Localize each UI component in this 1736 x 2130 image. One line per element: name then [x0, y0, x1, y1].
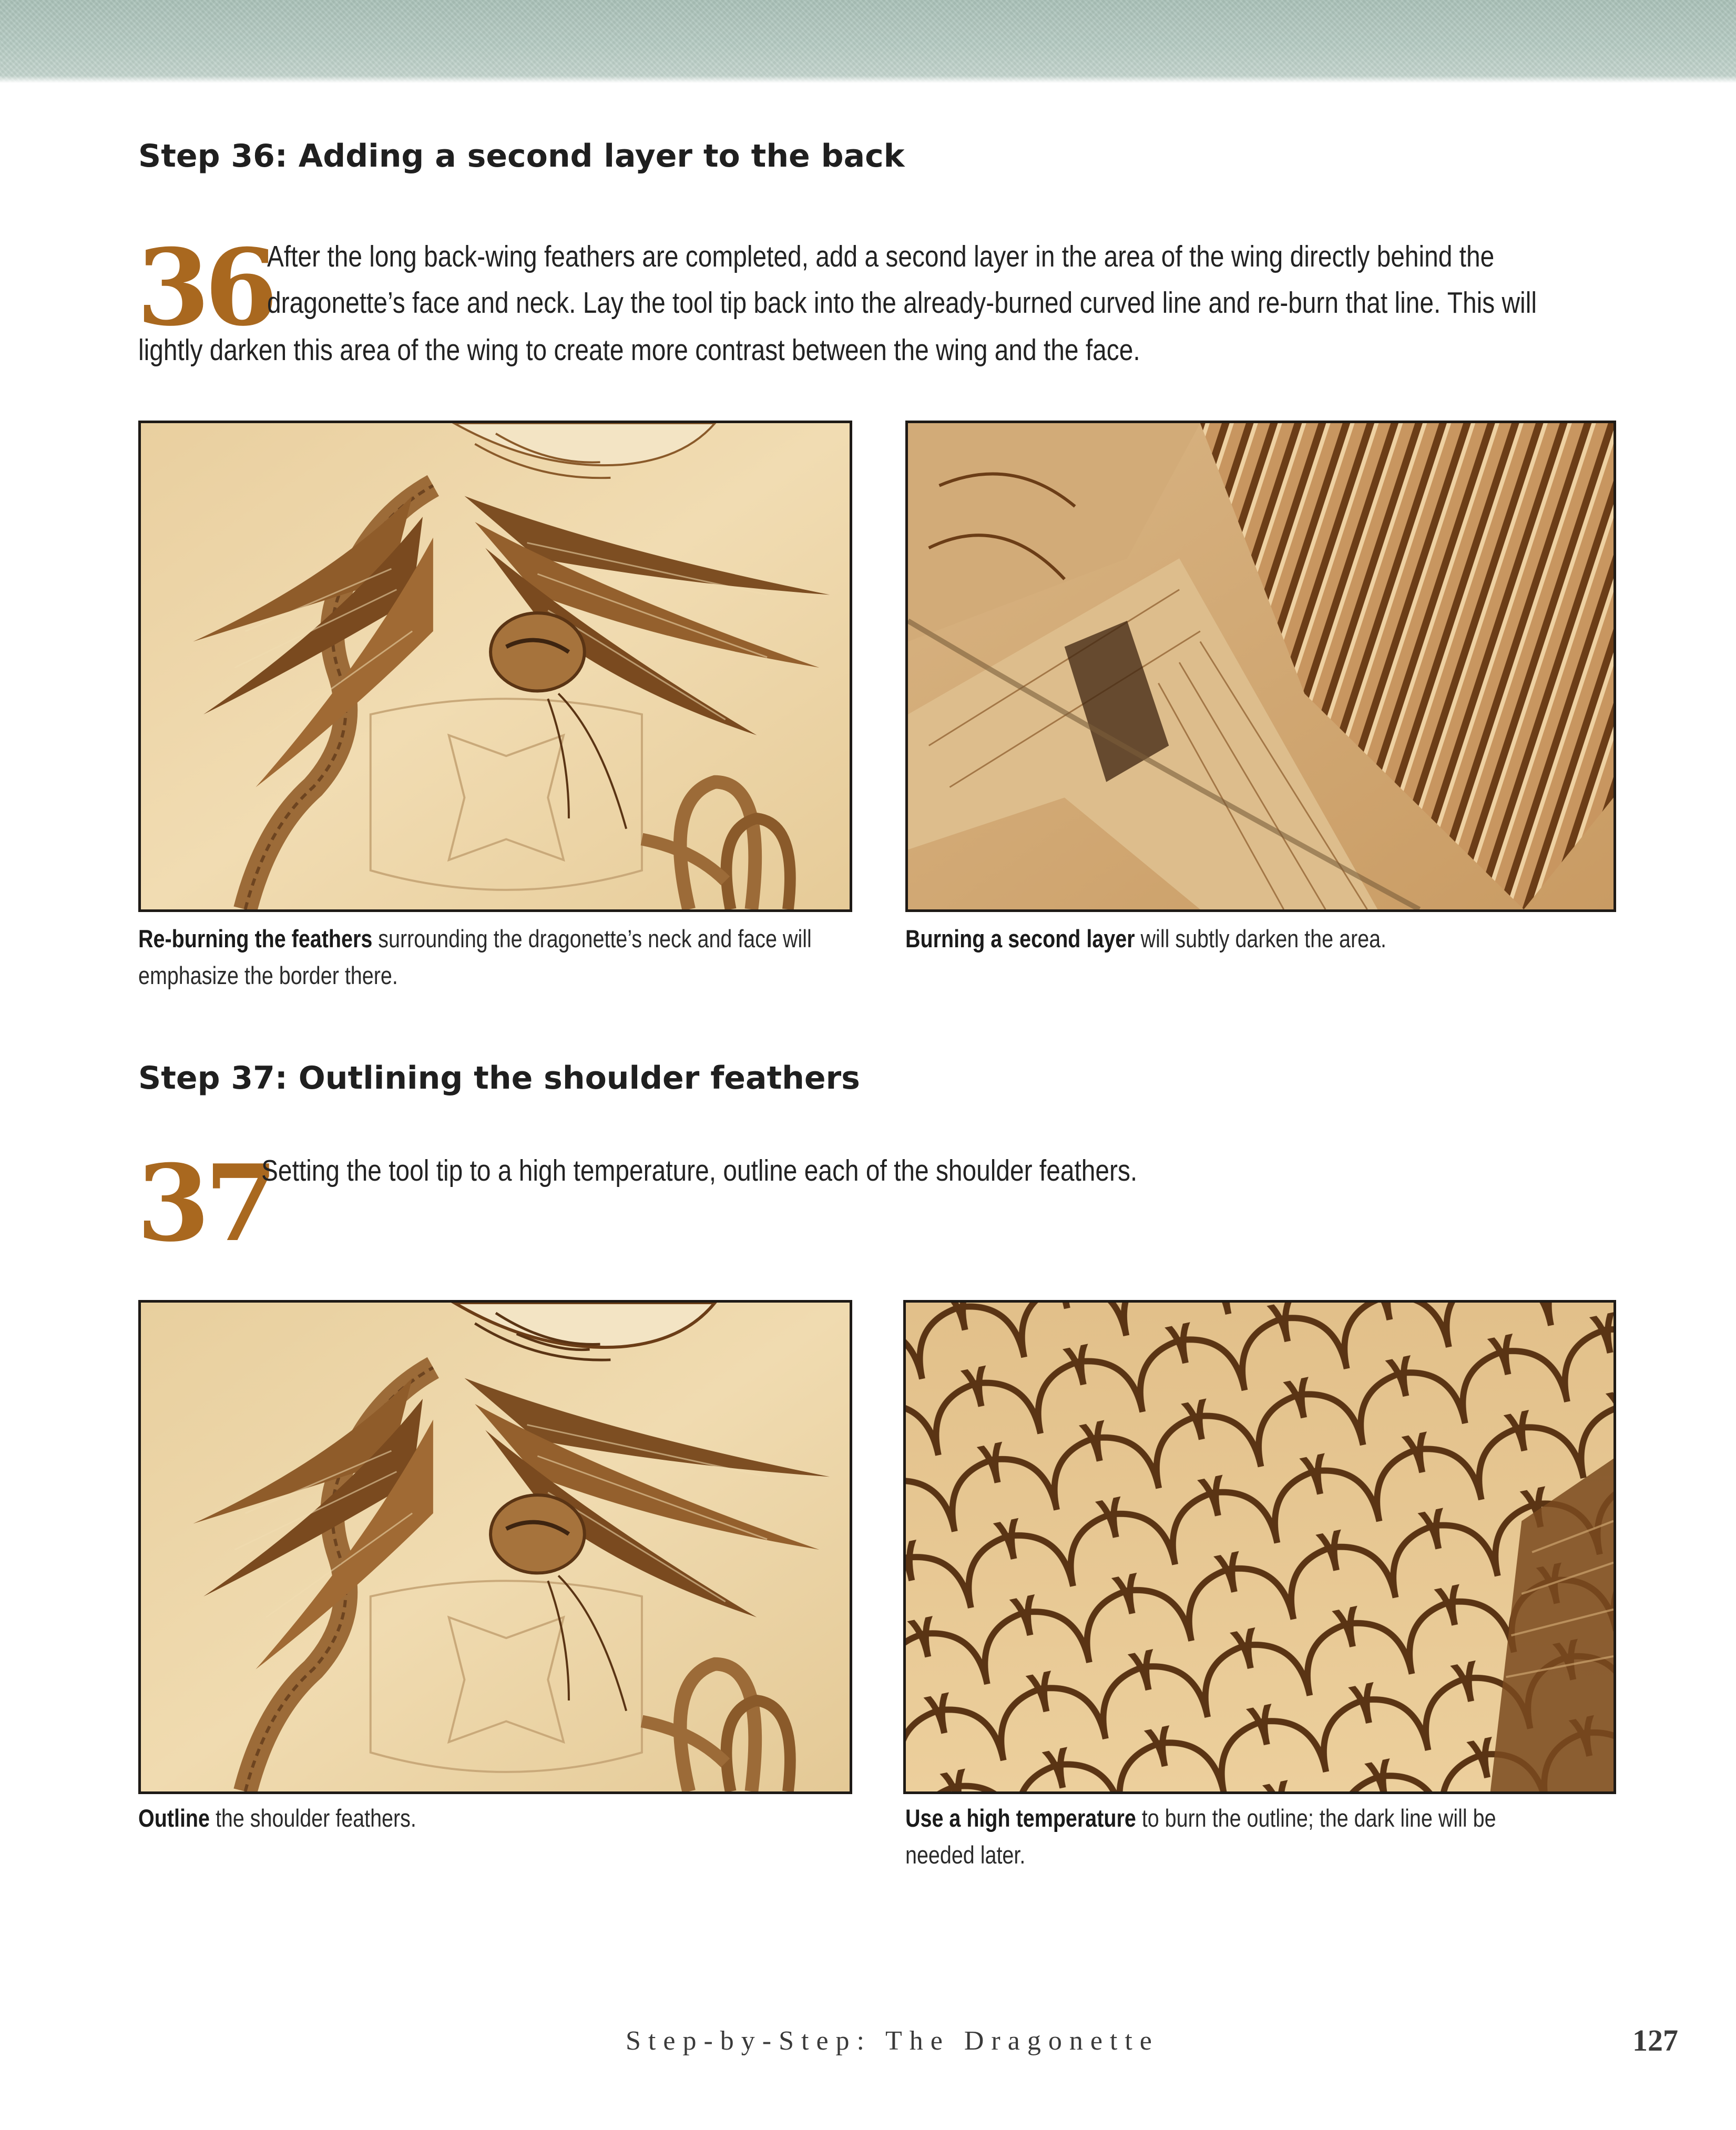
step-37-photo-full-dragonette [138, 1300, 852, 1794]
step-36-text-line-2: dragonette’s face and neck. Lay the tool tip back into the already-burned curved line and re-burn that line. This will [267, 286, 1537, 320]
decorative-top-band [0, 0, 1736, 83]
step-37-caption-left [138, 1800, 416, 1836]
running-footer-title: Step-by-Step: The Dragonette [626, 2026, 1159, 2056]
step-36-text-line-1: After the long back-wing feathers are completed, add a second layer in the area of the wing directly behind the [267, 240, 1495, 273]
step-36-photo-closeup-feathers [905, 421, 1616, 912]
step-37-caption-right-rest: to burn the outline; the dark line will be [1136, 1804, 1496, 1832]
step-37-heading: Step 37: Outlining the shoulder feathers [138, 1060, 860, 1097]
step-36-text-line-3: lightly darken this area of the wing to create more contrast between the wing and the face. [138, 333, 1140, 367]
step-36-caption-left-line-2: emphasize the border there. [138, 961, 398, 989]
step-37-caption-right-bold: Use a high temperature [905, 1804, 1136, 1832]
step-36-caption-right-rest: will subtly darken the area. [1135, 925, 1386, 953]
step-37-caption-left-bold: Outline [138, 1804, 210, 1832]
step-36-number: 36 [137, 226, 273, 350]
step-36-heading: Step 36: Adding a second layer to the back [138, 138, 905, 175]
step-36-photo-full-dragonette [138, 421, 852, 912]
step-37-caption-left-rest: the shoulder feathers. [209, 1804, 416, 1832]
step-37-text-line-1: Setting the tool tip to a high temperature, outline each of the shoulder feathers. [261, 1154, 1138, 1187]
page-number: 127 [1632, 2023, 1678, 2057]
step-37-photo-closeup-outlines [903, 1300, 1616, 1794]
step-37-caption-right-line-2: needed later. [905, 1841, 1026, 1869]
step-36-caption-left-rest: surrounding the dragonette’s neck and face will [372, 925, 812, 953]
step-37-caption-right-line-1 [905, 1800, 1496, 1836]
step-36-caption-right-bold: Burning a second layer [905, 925, 1135, 953]
step-37-number: 37 [137, 1142, 273, 1265]
step-36-caption-left-line-1 [138, 921, 812, 957]
step-36-caption-left-bold: Re-burning the feathers [138, 925, 373, 953]
step-36-caption-right [905, 921, 1386, 957]
